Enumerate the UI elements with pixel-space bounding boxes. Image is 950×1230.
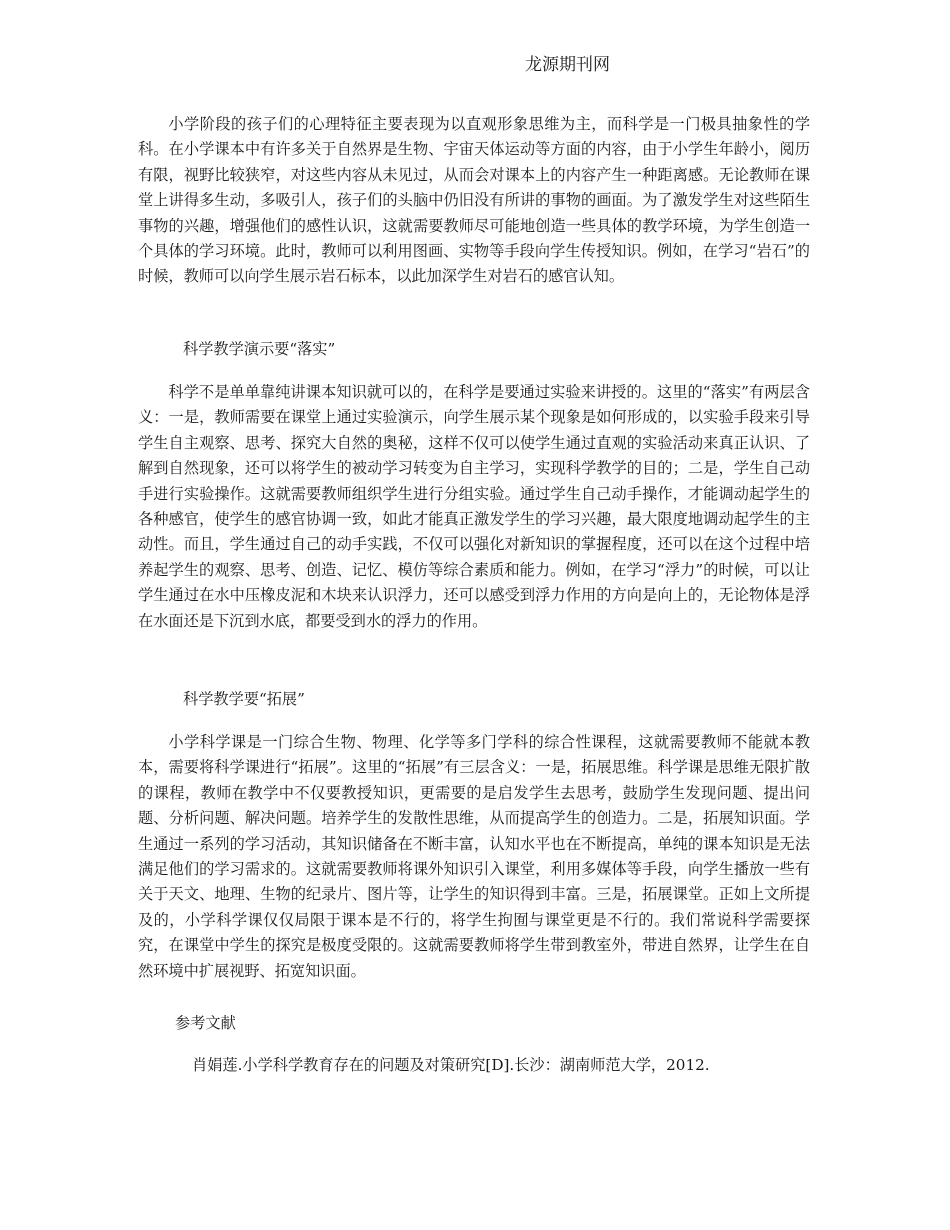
paragraph-intro: 小学阶段的孩子们的心理特征主要表现为以直观形象思维为主，而科学是一门极具抽象性的学科。在小学课本中有许多关于自然界是生物、宇宙天体运动等方面的内容，由于小学生年龄小，阅历有限，视野比较狭窄，对这些内容从未见过，从而会对课本上的内容产生一种距离感。无论教师在课堂上讲得多生动，多吸引人，孩子们的头脑中仍旧没有所讲的事物的画面。为了激发学生对这些陌生事物的兴趣，增强他们的感性认识，这就需要教师尽可能地创造一些具体的教学环境，为学生创造一个具体的学习环境。此时，教师可以利用图画、实物等手段向学生传授知识。例如，在学习“岩石”的时候，教师可以向学生展示岩石标本，以此加深学生对岩石的感官认知。 xyxy=(138,115,810,286)
reference-item: 肖娟莲.小学科学教育存在的问题及对策研究[D].长沙：湖南师范大学，2012. xyxy=(192,1056,710,1074)
section-heading-extension: 科学教学要“拓展” xyxy=(183,690,305,708)
journal-site-header: 龙源期刊网 xyxy=(525,55,610,75)
section-heading-demonstration: 科学教学演示要“落实” xyxy=(183,340,336,358)
paragraph-demonstration: 科学不是单单靠纯讲课本知识就可以的，在科学是要通过实验来讲授的。这里的“落实”有两层含义：一是，教师需要在课堂上通过实验演示，向学生展示某个现象是如何形成的，以实验手段来引导学生自主观察、思考、探究大自然的奥秘，这样不仅可以使学生通过直观的实验活动来真正认识、了解到自然现象，还可以将学生的被动学习转变为自主学习，实现科学教学的目的；二是，学生自己动手进行实验操作。这就需要教师组织学生进行分组实验。通过学生自己动手操作，才能调动起学生的各种感官，使学生的感官协调一致，如此才能真正激发学生的学习兴趣，最大限度地调动起学生的主动性。而且，学生通过自己的动手实践，不仅可以强化对新知识的掌握程度，还可以在这个过程中培养起学生的观察、思考、创造、记忆、模仿等综合素质和能力。例如，在学习“浮力”的时候，可以让学生通过在水中压橡皮泥和木块来认识浮力，还可以感受到浮力作用的方向是向上的，无论物体是浮在水面还是下沉到水底，都要受到水的浮力的作用。 xyxy=(138,383,810,630)
references-heading: 参考文献 xyxy=(175,1014,236,1032)
paragraph-extension: 小学科学课是一门综合生物、物理、化学等多门学科的综合性课程，这就需要教师不能就本教本，需要将科学课进行“拓展”。这里的“拓展”有三层含义：一是，拓展思维。科学课是思维无限扩散的课程，教师在教学中不仅要教授知识，更需要的是启发学生去思考，鼓励学生发现问题、提出问题、分析问题、解决问题。培养学生的发散性思维，从而提高学生的创造力。二是，拓展知识面。学生通过一系列的学习活动，其知识储备在不断丰富，认知水平也在不断提高，单纯的课本知识是无法满足他们的学习需求的。这就需要教师将课外知识引入课堂，利用多媒体等手段，向学生播放一些有关于天文、地理、生物的纪录片、图片等，让学生的知识得到丰富。三是，拓展课堂。正如上文所提及的，小学科学课仅仅局限于课本是不行的，将学生拘囿与课堂更是不行的。我们常说科学需要探究，在课堂中学生的探究是极度受限的。这就需要教师将学生带到教室外，带进自然界，让学生在自然环境中扩展视野、拓宽知识面。 xyxy=(138,733,810,980)
